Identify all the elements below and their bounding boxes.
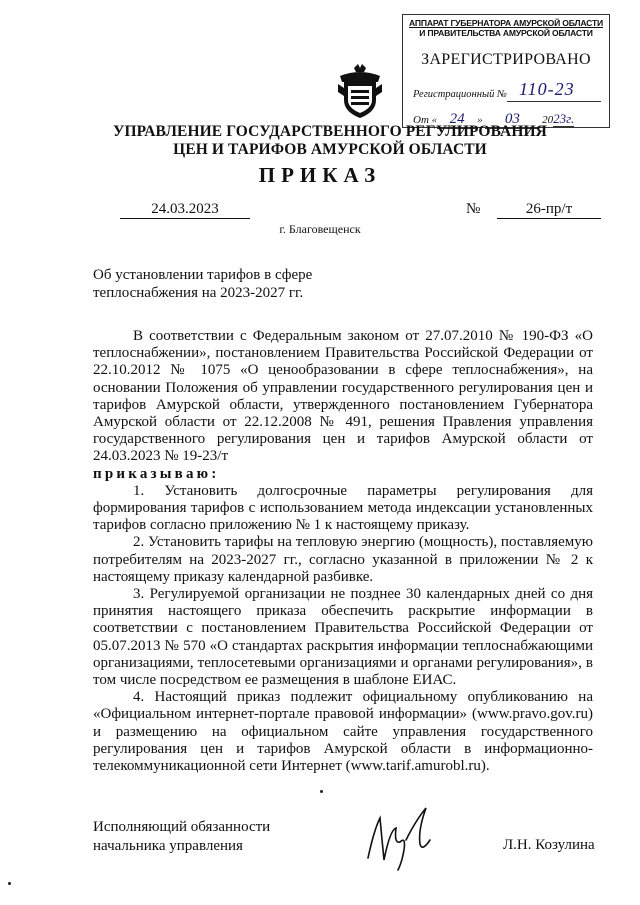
order-item-1: 1. Установить долгосрочные параметры регулирования для формирования тарифов с использованием метода индексации установленных тарифов согласно приложению № 1 к настоящему приказу. xyxy=(93,482,593,534)
header-org-line1: УПРАВЛЕНИЕ ГОСУДАРСТВЕННОГО РЕГУЛИРОВАНИЯ xyxy=(113,123,547,140)
order-item-3: 3. Регулируемой организации не позднее 30 календарных дней со дня принятия настоящего приказа обеспечить раскрытие информации в соответствии с постановлением Правительства Российской Федерации от 05.07.2013 № 570 «О стандартах раскрытия информации теплоснабжающими организациями, теплосетевыми организациями и органами регулирования», в том числе посредством ее размещения в шаблоне ЕИАС. xyxy=(93,586,593,689)
stamp-reg-underline xyxy=(507,101,601,102)
city: г. Благовещенск xyxy=(279,222,361,236)
signatory-name: Л.Н. Козулина xyxy=(503,837,595,853)
decree-word: приказываю: xyxy=(93,465,220,482)
order-item-4: 4. Настоящий приказ подлежит официальному опубликованию на «Официальном интернет-портале правовой информации» (www.pravo.gov.ru) и размещению на официальном сайте управления государственного регулирования цен и тарифов Амурской области в информационно-телекоммуникационной сети Интернет (www.tarif.amurobl.ru). xyxy=(93,689,593,775)
stamp-org-line1: АППАРАТ ГУБЕРНАТОРА АМУРСКОЙ ОБЛАСТИ xyxy=(409,18,603,28)
header-org-line2: ЦЕН И ТАРИФОВ АМУРСКОЙ ОБЛАСТИ xyxy=(173,141,487,158)
position-line1: Исполняющий обязанности xyxy=(93,819,271,835)
stamp-date-year: 23г. xyxy=(553,111,575,126)
subject-line1: Об установлении тарифов в сфере xyxy=(93,267,313,283)
scan-speck xyxy=(8,882,11,885)
registration-stamp xyxy=(402,14,610,128)
document-type-title: ПРИКАЗ xyxy=(258,163,382,187)
coat-of-arms-emblem xyxy=(334,62,386,120)
position-line2: начальника управления xyxy=(93,838,243,854)
stamp-date-year-prefix: 20 xyxy=(542,114,554,126)
stamp-date-month: 03 xyxy=(485,111,539,129)
preamble-paragraph: В соответствии с Федеральным законом от 27.07.2010 № 190-ФЗ «О теплоснабжении», постановлением Правительства Российской Федерации от 22.10.2012 № 1075 «О ценообразовании в сфере теплоснабжения», на основании Положения об управлении государственного регулирования цен и тарифов Амурской области, утвержденного постановлением Губернатора Амурской области от 22.12.2008 № 491, решения Правления управления государственного регулирования цен и тарифов Амурской области от 24.03.2023 № 19-23/т xyxy=(93,328,593,465)
stamp-date-day: 24 xyxy=(437,111,477,129)
document-subject xyxy=(93,266,333,302)
stamp-date-prefix: От « xyxy=(413,114,438,126)
subject-line2: теплоснабжения на 2023-2027 гг. xyxy=(93,285,304,301)
stamp-reg-label: Регистрационный № xyxy=(413,89,507,100)
handwritten-signature xyxy=(360,800,440,872)
stamp-reg-number: 110-23 xyxy=(519,79,575,99)
document-number: 26-пр/т xyxy=(497,201,601,219)
document-body xyxy=(93,328,593,775)
document-date: 24.03.2023 xyxy=(120,201,250,219)
signatory-position xyxy=(93,818,270,856)
order-item-2: 2. Установить тарифы на тепловую энергию (мощность), поставляемую потребителям на 2023-2027 гг., согласно указанной в приложении № 2 к настоящему приказу календарной разбивке. xyxy=(93,534,593,585)
number-sign: № xyxy=(466,201,481,217)
stamp-date-mid: » xyxy=(477,114,483,126)
scan-speck xyxy=(320,790,323,793)
stamp-org-line2: И ПРАВИТЕЛЬСТВА АМУРСКОЙ ОБЛАСТИ xyxy=(419,28,593,38)
stamp-organization xyxy=(403,18,609,38)
stamp-title: ЗАРЕГИСТРИРОВАНО xyxy=(421,51,591,68)
